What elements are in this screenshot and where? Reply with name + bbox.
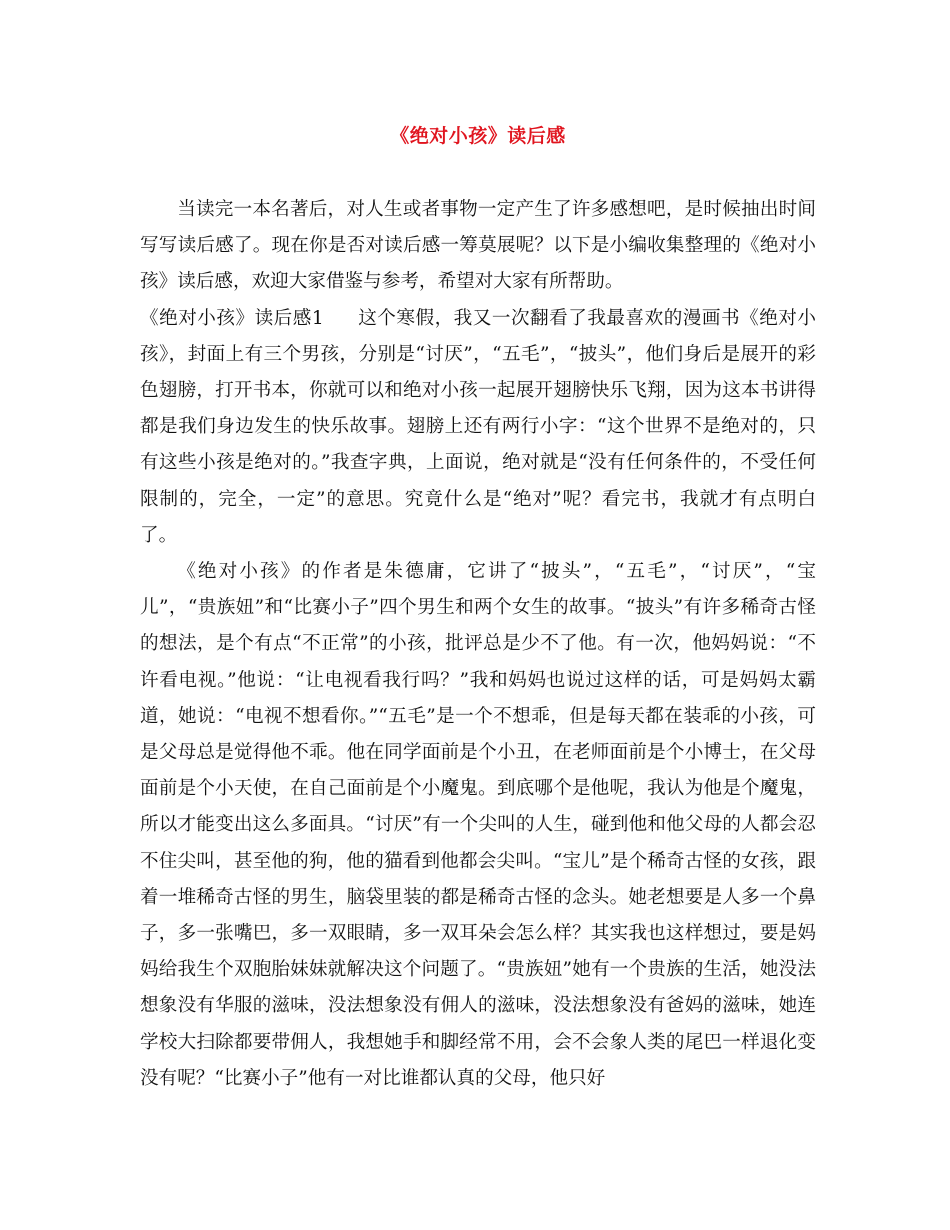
section-1-body: 这个寒假，我又一次翻看了我最喜欢的漫画书《绝对小孩》，封面上有三个男孩，分别是“讨厌”，“五毛”，“披头”，他们身后是展开的彩色翅膀，打开书本，你就可以和绝对小孩一起展开翅膀快乐飞翔，因为这本书讲得都是我们身边发生的快乐故事。翅膀上还有两行小字：“这个世界不是绝对的，只有这些小孩是绝对的。”我查字典，上面说，绝对就是“没有任何条件的，不受任何限制的，完全，一定”的意思。究竟什么是“绝对”呢？看完书，我就才有点明白了。 [140,307,816,546]
section-1-paragraph [140,301,816,554]
document-title: 《绝对小孩》读后感 [390,125,566,147]
body-paragraph: 《绝对小孩》的作者是朱德庸，它讲了“披头”，“五毛”，“讨厌”，“宝儿”，“贵族妞”和“比赛小子”四个男生和两个女生的故事。“披头”有许多稀奇古怪的想法，是个有点“不正常”的小孩，批评总是少不了他。有一次，他妈妈说：“不许看电视。”他说：“让电视看我行吗？”我和妈妈也说过这样的话，可是妈妈太霸道，她说：“电视不想看你。”“五毛”是一个不想乖，但是每天都在装乖的小孩，可是父母总是觉得他不乖。他在同学面前是个小丑，在老师面前是个小博士，在父母面前是个小天使，在自己面前是个小魔鬼。到底哪个是他呢，我认为他是个魔鬼，所以才能变出这么多面具。“讨厌”有一个尖叫的人生，碰到他和他父母的人都会忍不住尖叫，甚至他的狗，他的猫看到他都会尖叫。“宝儿”是个稀奇古怪的女孩，跟着一堆稀奇古怪的男生，脑袋里装的都是稀奇古怪的念头。她老想要是人多一个鼻子，多一张嘴巴，多一双眼睛，多一双耳朵会怎么样？其实我也这样想过，要是妈妈给我生个双胞胎妹妹就解决这个问题了。“贵族妞”她有一个贵族的生活，她没法想象没有华服的滋味，没法想象没有佣人的滋味，没法想象没有爸妈的滋味，她连学校大扫除都要带佣人，我想她手和脚经常不用，会不会象人类的尾巴一样退化变没有呢？“比赛小子”他有一对比谁都认真的父母，他只好 [140,561,816,1089]
intro-paragraph: 当读完一本名著后，对人生或者事物一定产生了许多感想吧，是时候抽出时间写写读后感了。现在你是否对读后感一筹莫展呢？以下是小编收集整理的《绝对小孩》读后感，欢迎大家借鉴与参考，希望对大家有所帮助。 [140,199,816,293]
document-page [140,122,816,1097]
section-1-heading: 《绝对小孩》读后感1 [140,307,324,329]
